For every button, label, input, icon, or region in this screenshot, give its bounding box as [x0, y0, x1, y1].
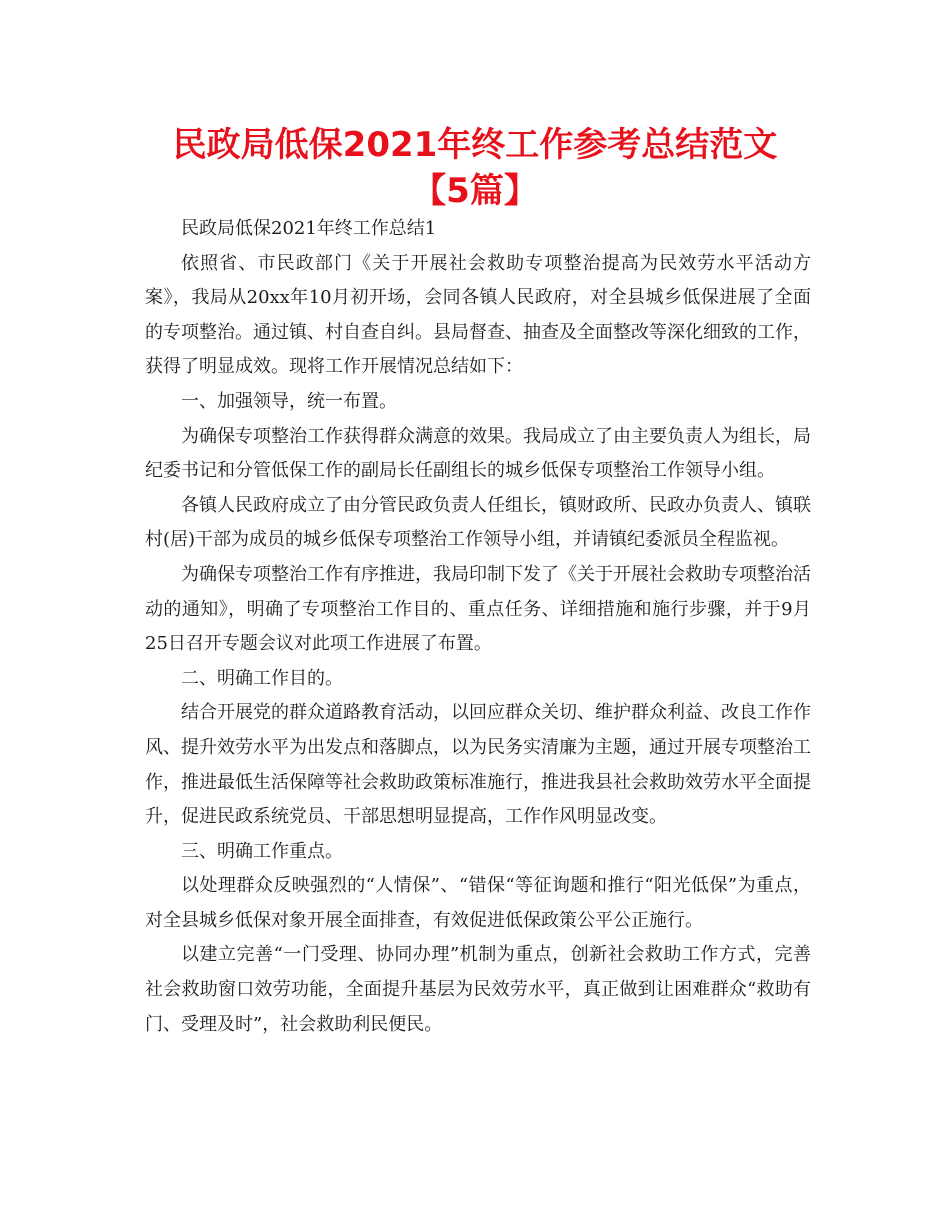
paragraph-subtitle: 民政局低保2021年终工作总结1 — [181, 218, 437, 239]
document-title: 民政局低保2021年终工作参考总结范文【5篇】 — [172, 125, 778, 211]
paragraph: 结合开展党的群众道路教育活动，以回应群众关切、维护群众利益、改良工作作风、提升效劳水平为出发点和落脚点，以为民务实清廉为主题，通过开展专项整治工作，推进最低生活保障等社会救助政策标准施行，推进我县社会救助效劳水平全面提升，促进民政系统党员、干部思想明显提高，工作作风明显改变。 — [145, 702, 811, 828]
paragraph: 以处理群众反映强烈的“人情保”、“错保“等征询题和推行“阳光低保”为重点，对全县城乡低保对象开展全面排查，有效促进低保政策公平公正施行。 — [145, 875, 811, 931]
paragraph: 各镇人民政府成立了由分管民政负责人任组长，镇财政所、民政办负责人、镇联村(居)干部为成员的城乡低保专项整治工作领导小组，并请镇纪委派员全程监视。 — [145, 494, 811, 551]
section-heading-3: 三、明确工作重点。 — [181, 840, 343, 862]
paragraph-intro: 依照省、市民政部门《关于开展社会救助专项整治提高为民效劳水平活动方案》，我局从20xx年10月初开场，会同各镇人民政府，对全县城乡低保进展了全面的专项整治。通过镇、村自查自纠。县局督查、抽查及全面整改等深化细致的工作，获得了明显成效。现将工作开展情况总结如下： — [145, 252, 811, 378]
paragraph: 以建立完善“一门受理、协同办理”机制为重点，创新社会救助工作方式，完善社会救助窗口效劳功能，全面提升基层为民效劳水平，真正做到让困难群众“救助有门、受理及时”，社会救助利民便民。 — [145, 944, 811, 1035]
paragraph: 为确保专项整治工作有序推进，我局印制下发了《关于开展社会救助专项整治活动的通知》，明确了专项整治工作目的、重点任务、详细措施和施行步骤，并于9月25日召开专题会议对此项工作进展了布置。 — [145, 563, 811, 655]
document-body — [145, 212, 811, 1042]
paragraph: 为确保专项整治工作获得群众满意的效果。我局成立了由主要负责人为组长，局纪委书记和分管低保工作的副局长任副组长的城乡低保专项整治工作领导小组。 — [145, 425, 811, 482]
section-heading-1: 一、加强领导，统一布置。 — [181, 390, 397, 412]
section-heading-2: 二、明确工作目的。 — [181, 667, 343, 689]
